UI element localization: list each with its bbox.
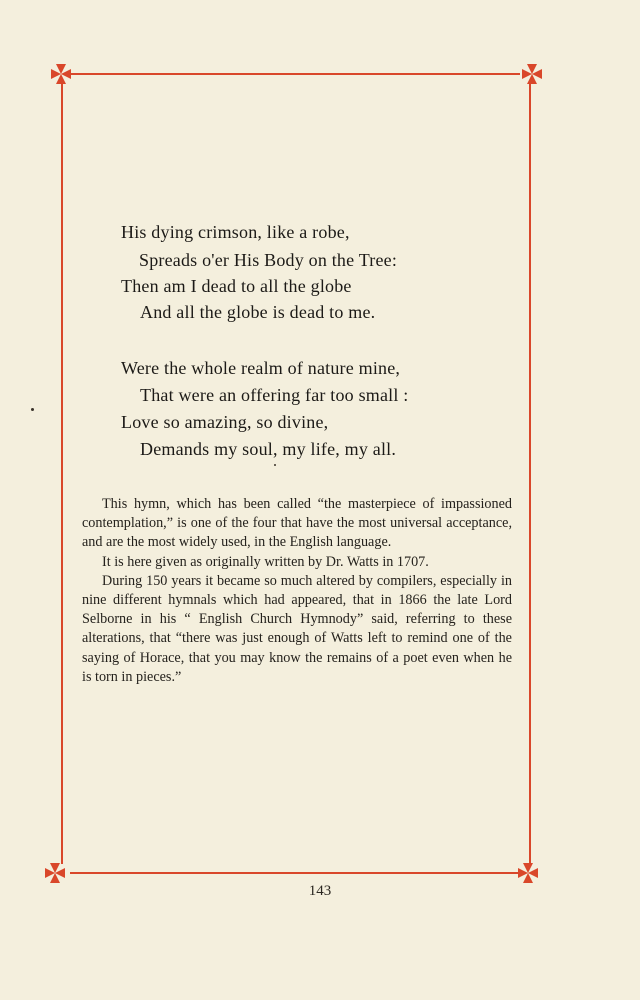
verse-line: Love so amazing, so divine,	[121, 412, 329, 432]
commentary-paragraph: This hymn, which has been called “the masterpiece of impassioned contemplation,” is one of the four that have the most universal acceptance, and are the most widely used, in the English language.	[82, 496, 512, 551]
border-bottom-rule	[70, 872, 520, 874]
commentary-text	[82, 495, 512, 687]
verse-line: Demands my soul, my life, my all.	[140, 439, 397, 459]
verse-line: Then am I dead to all the globe	[121, 276, 352, 296]
ink-speck	[31, 408, 34, 411]
maltese-cross-icon	[520, 62, 544, 86]
border-right-rule	[529, 84, 531, 864]
verse-line: And all the globe is dead to me.	[140, 302, 376, 322]
maltese-cross-icon	[49, 62, 73, 86]
verse-line: Were the whole realm of nature mine,	[121, 358, 401, 378]
verse-line: That were an offering far too small :	[140, 385, 409, 405]
page-number: 143	[308, 883, 332, 899]
commentary-paragraph: It is here given as originally written by Dr. Watts in 1707.	[102, 553, 429, 570]
maltese-cross-icon	[43, 861, 67, 885]
verse-line: Spreads o'er His Body on the Tree:	[139, 250, 398, 270]
commentary-paragraph: During 150 years it became so much altered by compilers, especially in nine different hymnals which had appeared, that in 1866 the late Lord Selborne in his “ English Church Hymnody” said, referring to these alterations, that “there was just enough of Watts left to remind one of the saying of Horace, that you may know the remains of a poet even when he is torn in pieces.”	[82, 572, 512, 685]
maltese-cross-icon	[516, 861, 540, 885]
border-top-rule	[70, 73, 520, 75]
verse-line: His dying crimson, like a robe,	[121, 222, 350, 242]
ink-speck	[274, 464, 276, 466]
border-left-rule	[61, 84, 63, 864]
